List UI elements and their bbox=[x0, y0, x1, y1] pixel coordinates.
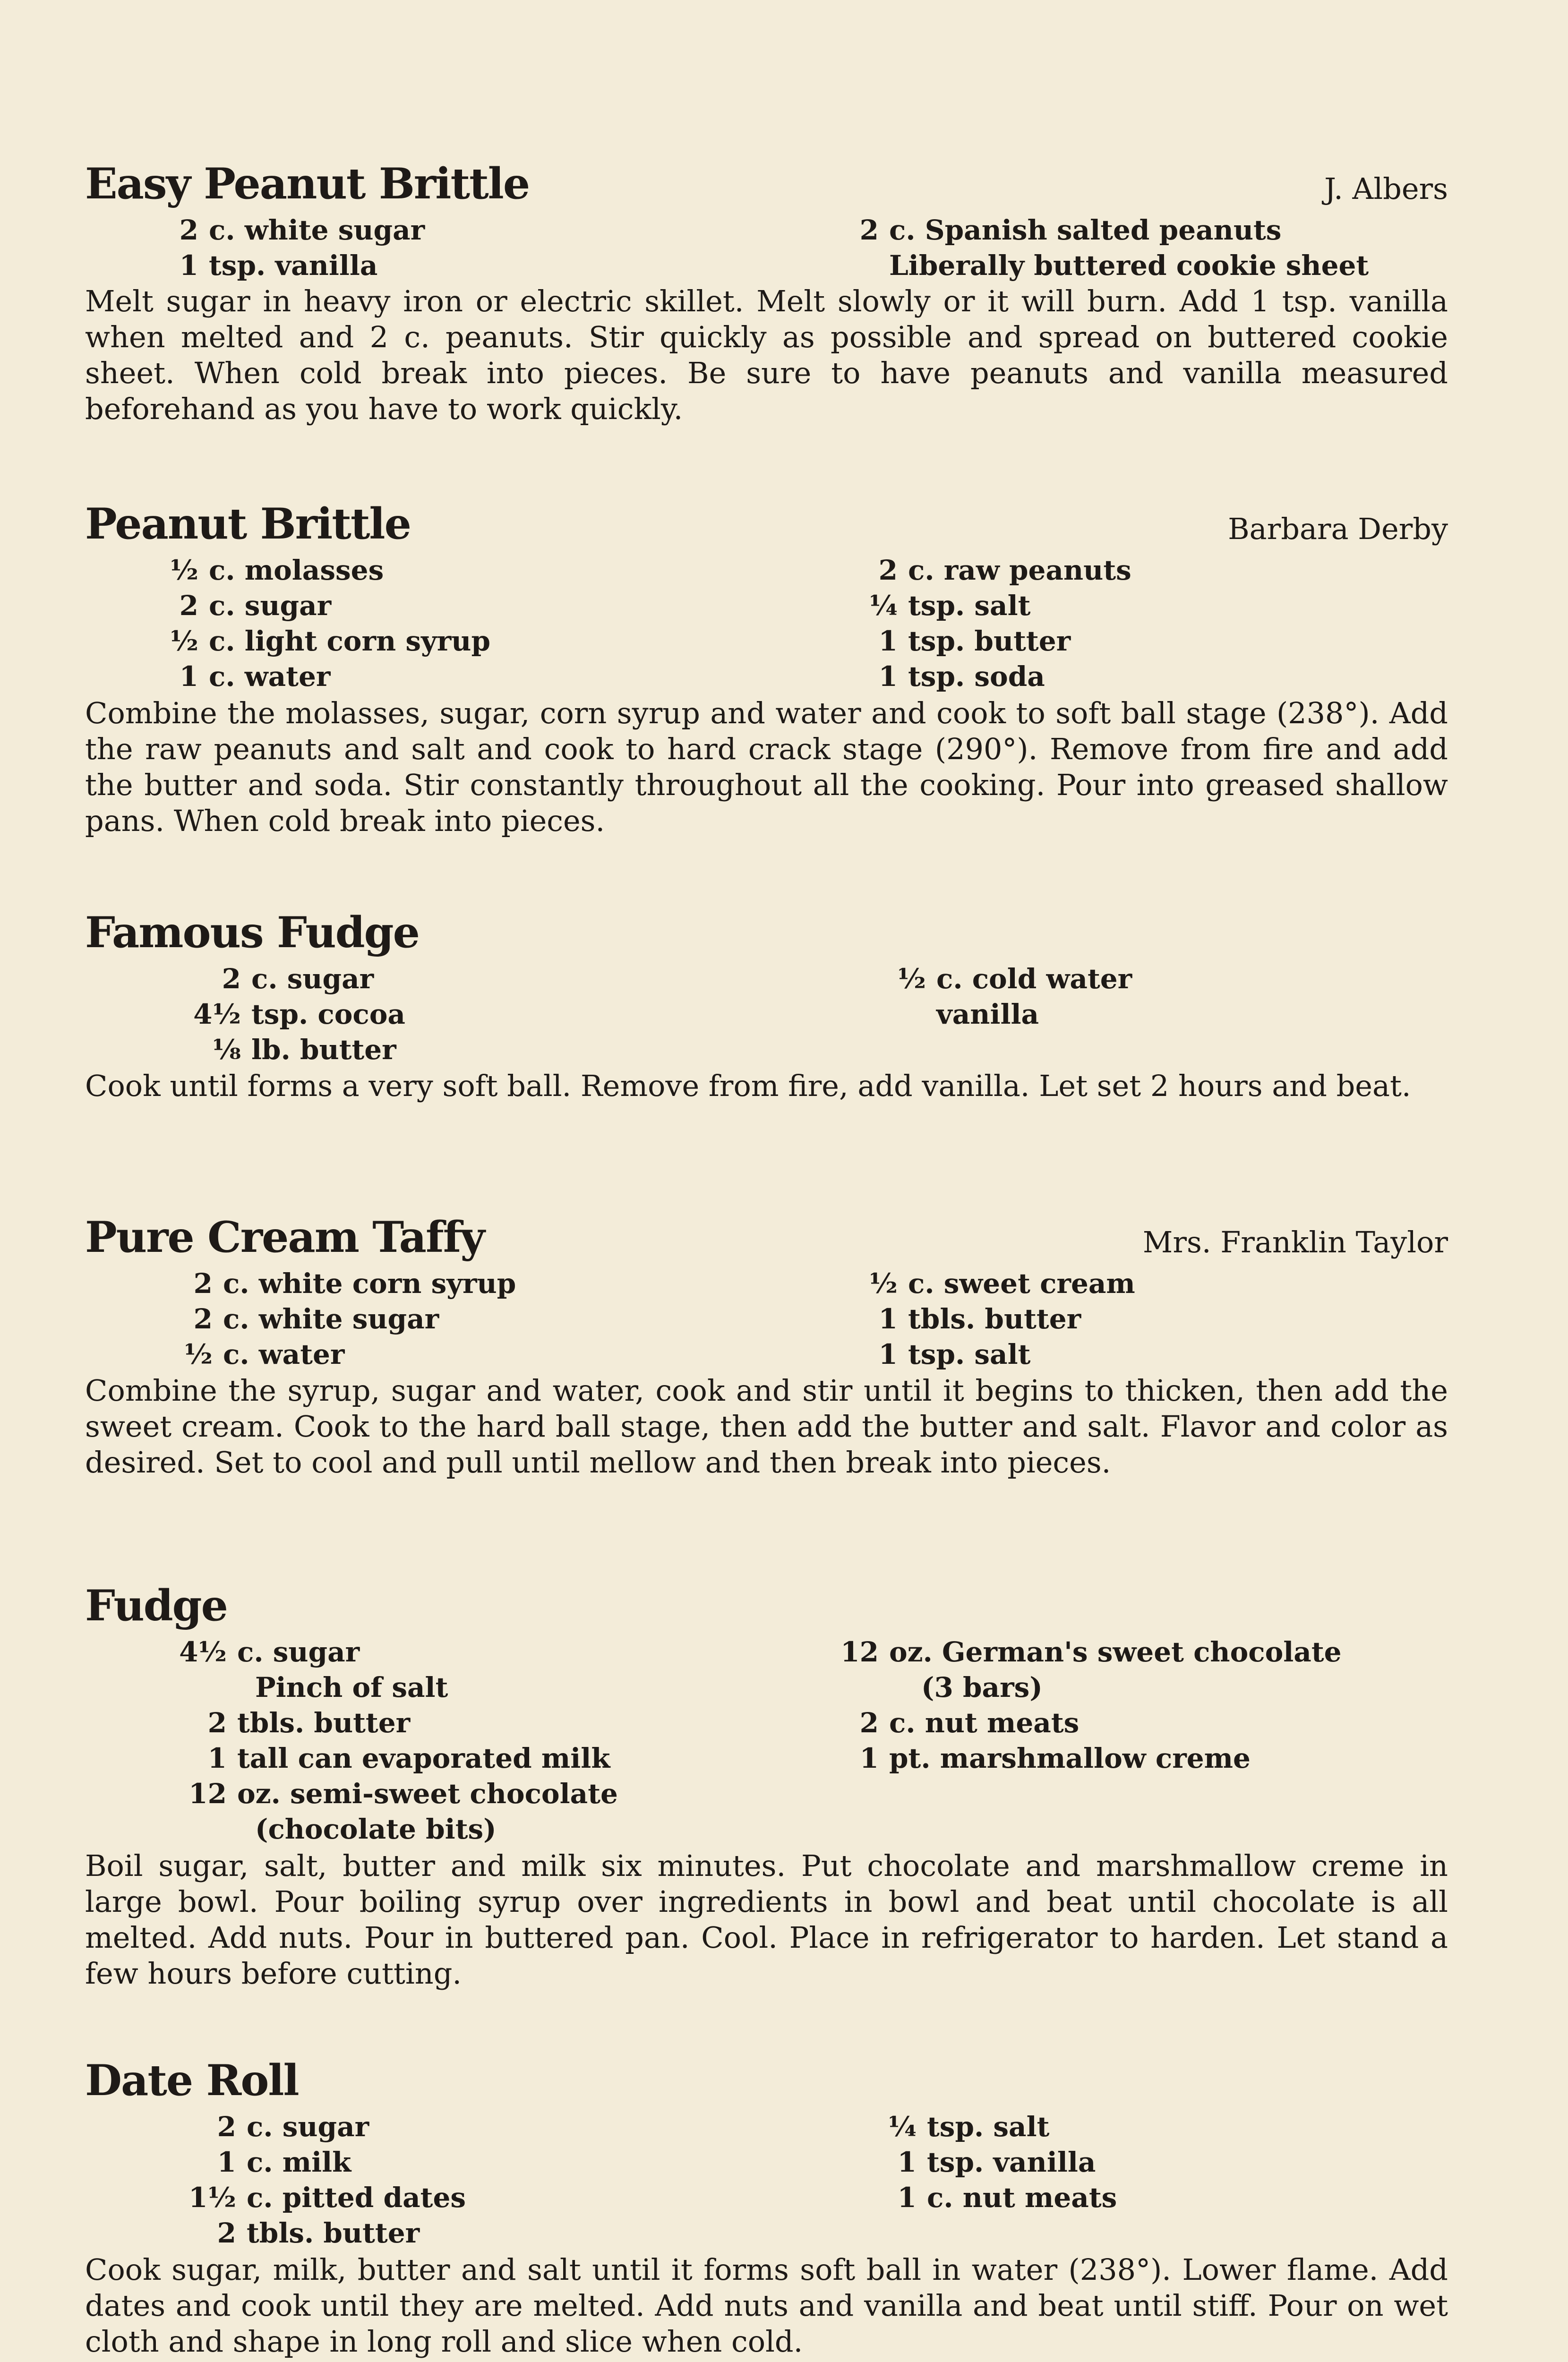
recipe-author: Mrs. Franklin Taylor bbox=[1142, 1225, 1448, 1259]
ingredient-text: oz. semi-sweet chocolate bbox=[237, 1778, 618, 1810]
ingredient-quantity: 2 bbox=[859, 1707, 879, 1739]
ingredient bbox=[850, 1266, 1465, 1301]
recipe-header bbox=[85, 2053, 1448, 2109]
ingredient bbox=[850, 213, 1465, 248]
ingredient bbox=[85, 1776, 841, 1812]
ingredient-quantity: 1½ bbox=[189, 2182, 236, 2214]
ingredient bbox=[831, 1635, 1446, 1670]
ingredient-text: c. sugar bbox=[209, 590, 332, 622]
ingredient-text: (chocolate bits) bbox=[255, 1813, 497, 1845]
recipe-directions: Combine the syrup, sugar and water, cook and stir until it begins to thicken, then add the sweet cream. Cook to the hard ball stage, then add the butter and salt. Flavor and color as desired. Set to cool and pull until mellow and then break into pieces. bbox=[85, 1373, 1448, 1480]
ingredient-text: tsp. soda bbox=[908, 660, 1045, 693]
recipe-header bbox=[85, 1209, 1448, 1266]
recipe-title: Easy Peanut Brittle bbox=[85, 159, 530, 209]
recipe-directions: Combine the molasses, sugar, corn syrup and water and cook to soft ball stage (238°). Add the raw peanuts and salt and cook to hard crack stage (290°). Remove from fire and add the butter and soda. Stir constantly throughout all the cooking. Pour into greased shallow pans. When cold break into pieces. bbox=[85, 696, 1448, 838]
ingredient-text: tsp. salt bbox=[927, 2111, 1050, 2143]
ingredient bbox=[85, 1705, 841, 1741]
ingredient bbox=[85, 2216, 841, 2251]
ingredient-text: c. nut meats bbox=[927, 2182, 1117, 2214]
ingredient bbox=[869, 2180, 1483, 2216]
ingredient-text: c. cold water bbox=[936, 963, 1132, 995]
ingredient-quantity: 1 bbox=[897, 2182, 917, 2214]
ingredient-column-right bbox=[831, 1635, 1446, 1776]
recipe-header bbox=[85, 496, 1448, 553]
recipe-directions: Cook until forms a very soft ball. Remove from fire, add vanilla. Let set 2 hours and beat. bbox=[85, 1069, 1411, 1103]
ingredient-text: c. raw peanuts bbox=[908, 554, 1131, 586]
ingredient-column-right bbox=[850, 1266, 1465, 1372]
ingredient-quantity: 1 bbox=[878, 660, 898, 693]
recipe-title: Fudge bbox=[85, 1581, 227, 1631]
recipe-title: Pure Cream Taffy bbox=[85, 1212, 484, 1262]
ingredient bbox=[85, 1337, 841, 1372]
ingredient bbox=[879, 961, 1493, 997]
ingredient bbox=[831, 1705, 1446, 1741]
ingredient bbox=[850, 659, 1465, 694]
ingredient-quantity: 2 bbox=[859, 214, 879, 246]
ingredient-text: c. water bbox=[209, 660, 331, 693]
ingredient-list bbox=[85, 553, 1448, 695]
ingredient bbox=[831, 1741, 1446, 1776]
ingredient bbox=[85, 588, 841, 624]
ingredient bbox=[85, 553, 841, 588]
recipe-author: J. Albers bbox=[1324, 171, 1448, 206]
ingredient bbox=[85, 2180, 841, 2216]
ingredient bbox=[850, 553, 1465, 588]
ingredient-text: c. nut meats bbox=[889, 1707, 1080, 1739]
ingredient bbox=[85, 659, 841, 694]
recipe-easy-peanut-brittle bbox=[85, 156, 1448, 427]
ingredient-quantity: 2 bbox=[217, 2217, 236, 2249]
recipe-header bbox=[85, 1578, 1448, 1635]
ingredient-quantity: 1 bbox=[878, 1338, 898, 1370]
ingredient-list bbox=[85, 1266, 1448, 1373]
ingredient-text: pt. marshmallow creme bbox=[889, 1742, 1251, 1774]
ingredient-quantity: 1 bbox=[878, 625, 898, 657]
ingredient-quantity: 2 bbox=[179, 214, 198, 246]
ingredient-text: c. light corn syrup bbox=[209, 625, 491, 657]
ingredient-quantity: 1 bbox=[179, 660, 198, 693]
ingredient-column-left bbox=[85, 553, 841, 694]
recipe-directions: Boil sugar, salt, butter and milk six minutes. Put chocolate and marshmallow creme in large bowl. Pour boiling syrup over ingredients in bowl and beat until chocolate is all melted. Add nuts. Pour in buttered pan. Cool. Place in refrigerator to harden. Let stand a few hours before cutting. bbox=[85, 1849, 1448, 1991]
ingredient-column-right bbox=[850, 213, 1465, 283]
recipe-famous-fudge bbox=[85, 905, 1448, 1104]
ingredient-column-left bbox=[85, 961, 841, 1068]
recipe-title: Peanut Brittle bbox=[85, 499, 411, 549]
ingredient-text: c. Spanish salted peanuts bbox=[889, 214, 1282, 246]
recipe-directions: Cook sugar, milk, butter and salt until it forms soft ball in water (238°). Lower flame. Add dates and cook until they are melted. Add nuts and vanilla and beat until stiff. Pour on wet cloth and shape in long roll and slice when cold. bbox=[85, 2252, 1448, 2359]
ingredient-column-left bbox=[85, 213, 841, 283]
ingredient-quantity: ⅛ bbox=[212, 1034, 241, 1066]
ingredient bbox=[85, 213, 841, 248]
ingredient-text: c. sugar bbox=[251, 963, 374, 995]
ingredient-quantity: 2 bbox=[222, 963, 241, 995]
ingredient-text: tsp. vanilla bbox=[209, 249, 378, 282]
ingredient-quantity: ½ bbox=[170, 625, 198, 657]
ingredient-quantity: 1 bbox=[897, 2146, 917, 2178]
ingredient bbox=[850, 624, 1465, 659]
ingredient bbox=[85, 2145, 841, 2180]
ingredient-text: tsp. cocoa bbox=[251, 998, 405, 1030]
ingredient bbox=[850, 588, 1465, 624]
recipe-header bbox=[85, 905, 1448, 961]
ingredient bbox=[85, 1301, 841, 1337]
ingredient bbox=[85, 624, 841, 659]
ingredient bbox=[85, 1266, 841, 1301]
ingredient-list bbox=[85, 1635, 1448, 1848]
ingredient-text: c. white sugar bbox=[223, 1303, 439, 1335]
ingredient-text: tbls. butter bbox=[908, 1303, 1081, 1335]
ingredient-column-right bbox=[869, 2109, 1483, 2216]
ingredient-text: Pinch of salt bbox=[255, 1671, 448, 1703]
ingredient-column-right bbox=[879, 961, 1493, 1032]
ingredient-quantity: ½ bbox=[897, 963, 926, 995]
ingredient-text: tbls. butter bbox=[237, 1707, 411, 1739]
ingredient-quantity: 1 bbox=[207, 1742, 227, 1774]
ingredient bbox=[850, 1301, 1465, 1337]
ingredient-quantity: 12 bbox=[189, 1778, 227, 1810]
ingredient bbox=[869, 2109, 1483, 2145]
ingredient-quantity: 12 bbox=[840, 1636, 879, 1668]
ingredient-quantity: 2 bbox=[217, 2111, 236, 2143]
ingredient-list bbox=[85, 961, 1448, 1068]
ingredient bbox=[850, 1337, 1465, 1372]
recipe-title: Famous Fudge bbox=[85, 907, 419, 958]
ingredient-list bbox=[85, 213, 1448, 283]
ingredient-quantity: 2 bbox=[193, 1303, 213, 1335]
ingredient-column-left bbox=[85, 2109, 841, 2251]
ingredient bbox=[85, 961, 841, 997]
ingredient-text: tsp. salt bbox=[908, 590, 1031, 622]
ingredient bbox=[85, 1670, 841, 1705]
ingredient-text: c. white sugar bbox=[209, 214, 425, 246]
ingredient-text: c. sugar bbox=[247, 2111, 369, 2143]
ingredient-text: c. sweet cream bbox=[908, 1267, 1135, 1300]
ingredient-text: c. milk bbox=[247, 2146, 351, 2178]
ingredient bbox=[85, 248, 841, 283]
ingredient-text: tall can evaporated milk bbox=[237, 1742, 610, 1774]
ingredient bbox=[85, 1741, 841, 1776]
ingredient-quantity: 1 bbox=[217, 2146, 236, 2178]
ingredient-text: tsp. butter bbox=[908, 625, 1071, 657]
ingredient-text: c. pitted dates bbox=[247, 2182, 466, 2214]
ingredient-quantity: 1 bbox=[179, 249, 198, 282]
ingredient bbox=[85, 1032, 841, 1068]
recipe-date-roll bbox=[85, 2053, 1448, 2360]
ingredient-quantity: 2 bbox=[193, 1267, 213, 1300]
ingredient-text: (3 bars) bbox=[921, 1671, 1043, 1703]
ingredient bbox=[85, 2109, 841, 2145]
ingredient bbox=[850, 248, 1465, 283]
ingredient-quantity: 4½ bbox=[193, 998, 241, 1030]
ingredient-column-left bbox=[85, 1635, 841, 1847]
recipe-title: Date Roll bbox=[85, 2055, 299, 2105]
ingredient-quantity: 2 bbox=[179, 590, 198, 622]
ingredient-text: tsp. vanilla bbox=[927, 2146, 1096, 2178]
ingredient-text: tbls. butter bbox=[247, 2217, 420, 2249]
ingredient-text: c. water bbox=[223, 1338, 345, 1370]
ingredient bbox=[85, 997, 841, 1032]
ingredient bbox=[85, 1812, 841, 1847]
ingredient bbox=[831, 1670, 1446, 1705]
ingredient-list bbox=[85, 2109, 1448, 2252]
recipe-fudge bbox=[85, 1578, 1448, 1992]
ingredient-quantity: 2 bbox=[207, 1707, 227, 1739]
ingredient-text: vanilla bbox=[936, 998, 1039, 1030]
ingredient-quantity: 2 bbox=[878, 554, 898, 586]
ingredient-text: Liberally buttered cookie sheet bbox=[889, 249, 1369, 282]
ingredient-quantity: 4½ bbox=[179, 1636, 227, 1668]
recipe-author: Barbara Derby bbox=[1228, 512, 1448, 546]
ingredient bbox=[869, 2145, 1483, 2180]
recipe-peanut-brittle bbox=[85, 496, 1448, 839]
ingredient-text: lb. butter bbox=[251, 1034, 396, 1066]
ingredient-quantity: ½ bbox=[869, 1267, 898, 1300]
ingredient-text: c. molasses bbox=[209, 554, 384, 586]
recipe-pure-cream-taffy bbox=[85, 1209, 1448, 1481]
recipe-directions: Melt sugar in heavy iron or electric skillet. Melt slowly or it will burn. Add 1 tsp. vanilla when melted and 2 c. peanuts. Stir quickly as possible and spread on buttered cookie sheet. When cold break into pieces. Be sure to have peanuts and vanilla measured beforehand as you have to work quickly. bbox=[85, 284, 1448, 426]
ingredient-text: c. white corn syrup bbox=[223, 1267, 516, 1300]
ingredient-column-left bbox=[85, 1266, 841, 1372]
ingredient bbox=[879, 997, 1493, 1032]
ingredient-quantity: 1 bbox=[859, 1742, 879, 1774]
ingredient-quantity: ½ bbox=[170, 554, 198, 586]
ingredient-quantity: 1 bbox=[878, 1303, 898, 1335]
ingredient-column-right bbox=[850, 553, 1465, 694]
ingredient bbox=[85, 1635, 841, 1670]
ingredient-quantity: ¼ bbox=[869, 590, 898, 622]
ingredient-text: c. sugar bbox=[237, 1636, 360, 1668]
recipe-header bbox=[85, 156, 1448, 213]
ingredient-text: tsp. salt bbox=[908, 1338, 1031, 1370]
ingredient-text: oz. German's sweet chocolate bbox=[889, 1636, 1342, 1668]
ingredient-quantity: ¼ bbox=[888, 2111, 917, 2143]
ingredient-quantity: ½ bbox=[184, 1338, 213, 1370]
